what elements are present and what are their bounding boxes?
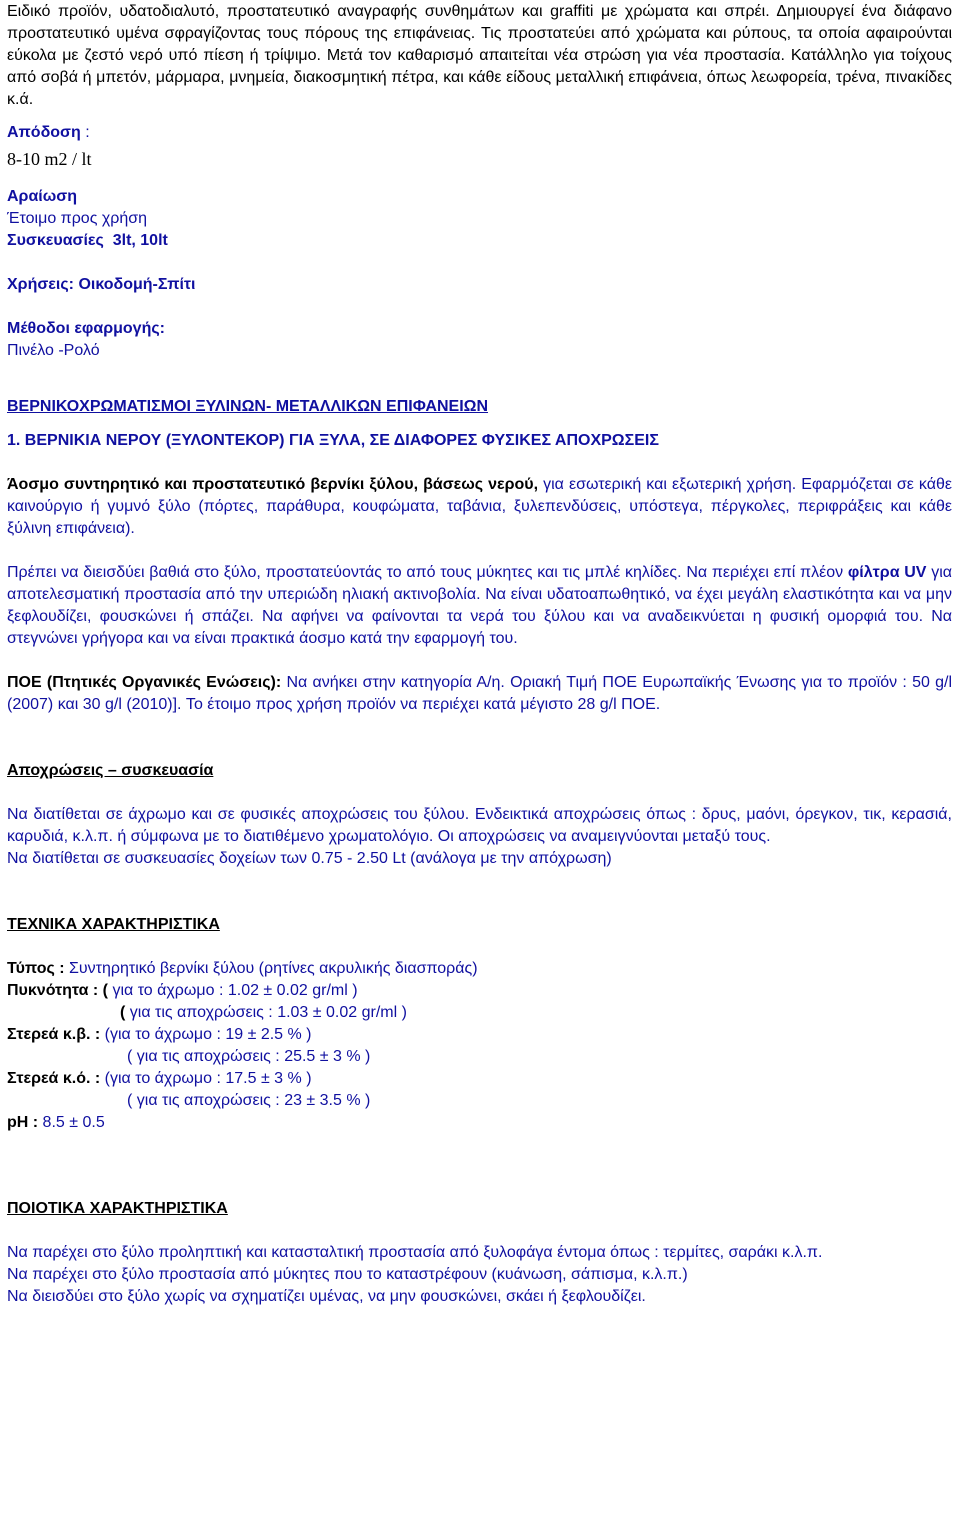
voc-paragraph: ΠΟΕ (Πτητικές Οργανικές Ενώσεις): Να ανήκει στην κατηγορία Α/η. Οριακή Τιμή ΠΟΕ Ευρωπαϊκής Ένωσης για το προϊόν : 50 g/l (2007) και 30 g/l (2010)]. Το έτοιμο προς χρήση προϊόν να περιέχει κατά μέγιστο 28 g/l ΠΟΕ. xyxy=(7,674,953,713)
technical-specs xyxy=(7,958,952,1134)
spec-solids-weight-shades: ( για τις αποχρώσεις : 25.5 ± 3 % ) xyxy=(127,1048,371,1065)
uses-line: Χρήσεις: Οικοδομή-Σπίτι xyxy=(7,276,196,293)
coverage-value: 8-10 m2 / lt xyxy=(7,149,92,169)
intro-paragraph: Ειδικό προϊόν, υδατοδιαλυτό, προστατευτικό αναγραφής συνθημάτων και graffiti με χρώματα και σπρέι. Δημιουργεί ένα διάφανο προστατευτικό υμένα σφραγίζοντας τους πόρους της επιφάνειας. Τις προστατεύει από χρώματα και ρύπους, τα οποία αφαιρούνται εύκολα με ζεστό νερό υπό πίεση ή τρίψιμο. Μετά τον καθαρισμό απαιτείται νέα στρώση για νέα προστασία. Κατάλληλο για τοίχους από σοβά ή μπετόν, μάρμαρα, μνημεία, διακοσμητική πέτρα, και κάθε είδους μεταλλική επιφάνεια, όπως λεωφορεία, τρένα, πινακίδες κ.ά. xyxy=(7,3,952,108)
methods-value: Πινέλο -Ρολό xyxy=(7,342,100,359)
quality-line: Να διεισδύει στο ξύλο χωρίς να σχηματίζει υμένας, να μην φουσκώνει, σκάει ή ξεφλουδίζει. xyxy=(7,1288,646,1305)
spec-density-shades: ( για τις αποχρώσεις : 1.03 ± 0.02 gr/ml ) xyxy=(120,1004,407,1021)
methods-label: Μέθοδοι εφαρμογής: xyxy=(7,320,165,337)
requirements-paragraph: Πρέπει να διεισδύει βαθιά στο ξύλο, προστατεύοντάς το από τους μύκητες και τις μπλέ κηλίδες. Να περιέχει επί πλέον φίλτρα UV για αποτελεσματική προστασία από την υπεριώδη ηλιακή ακτινοβολία. Να είναι υδατοαπωθητικό, να έχει μεγάλη ελαστικότητα και να μην ξεφλουδίζει, φουσκώνει ή σπάζει. Να αφήνει να φαίνονται τα νερά του ξύλου και να αναδεικνύεται η φυσική ομορφιά του. Να στεγνώνει γρήγορα και να είναι πρακτικά άοσμο κατά την εφαρμογή του. xyxy=(7,564,953,647)
section-heading: ΒΕΡΝΙΚΟΧΡΩΜΑΤΙΣΜΟΙ ΞΥΛΙΝΩΝ- ΜΕΤΑΛΛΙΚΩΝ ΕΠΙΦΑΝΕΙΩΝ xyxy=(7,398,489,415)
coverage-label: Απόδοση : xyxy=(7,124,90,141)
shades-packaging: Να διατίθεται σε συσκευασίες δοχείων των 0.75 - 2.50 Lt (ανάλογα με την απόχρωση) xyxy=(7,850,612,867)
spec-solids-volume: Στερεά κ.ό. : (για το άχρωμο : 17.5 ± 3 % ) xyxy=(7,1070,312,1087)
description-paragraph: Άοσμο συντηρητικό και προστατευτικό βερνίκι ξύλου, βάσεως νερού, για εσωτερική και εξωτερική χρήση. Εφαρμόζεται σε κάθε καινούργιο ή γυμνό ξύλο (πόρτες, παράθυρα, κουφώματα, ταβάνια, ξυλεπενδύσεις, υπόστεγα, πέργκολες, περιφράξεις και κάθε ξύλινη επιφάνεια). xyxy=(7,476,953,537)
spec-solids-volume-shades: ( για τις αποχρώσεις : 23 ± 3.5 % ) xyxy=(127,1092,371,1109)
thinning-label: Αραίωση xyxy=(7,188,77,205)
quality-heading: ΠΟΙΟΤΙΚΑ ΧΑΡΑΚΤΗΡΙΣΤΙΚΑ xyxy=(7,1200,228,1217)
quality-line: Να παρέχει στο ξύλο προστασία από μύκητες που το καταστρέφουν (κυάνωση, σάπισμα, κ.λ.π.) xyxy=(7,1266,688,1283)
spec-type: Τύπος : Συντηρητικό βερνίκι ξύλου (ρητίνες ακρυλικής διασποράς) xyxy=(7,960,478,977)
quality-list xyxy=(7,1242,952,1308)
shades-paragraph: Να διατίθεται σε άχρωμο και σε φυσικές αποχρώσεις του ξύλου. Ενδεικτικά αποχρώσεις όπως : δρυς, μαόνι, όρεγκον, τικ, κερασιά, καρυδιά, κ.λ.π. ή σύμφωνα με το διατιθέμενο χρωματολόγιο. Οι αποχρώσεις να αναμειγνύονται μεταξύ τους. xyxy=(7,806,952,845)
quality-line: Να παρέχει στο ξύλο προληπτική και κατασταλτική προστασία από ξυλοφάγα έντομα όπως : τερμίτες, σαράκι κ.λ.π. xyxy=(7,1244,823,1261)
technical-heading: ΤΕΧΝΙΚΑ ΧΑΡΑΚΤΗΡΙΣΤΙΚΑ xyxy=(7,916,220,933)
thinning-value: Έτοιμο προς χρήση xyxy=(7,210,148,227)
spec-ph: pH : 8.5 ± 0.5 xyxy=(7,1114,105,1131)
product-heading: 1. ΒΕΡΝΙΚΙΑ ΝΕΡΟΥ (ΞΥΛΟΝΤΕΚΟΡ) ΓΙΑ ΞΥΛΑ, ΣΕ ΔΙΑΦΟΡΕΣ ΦΥΣΙΚΕΣ ΑΠΟΧΡΩΣΕΙΣ xyxy=(7,432,659,449)
packaging-line: Συσκευασίες 3lt, 10lt xyxy=(7,232,168,249)
spec-density: Πυκνότητα : ( για το άχρωμο : 1.02 ± 0.02 gr/ml ) xyxy=(7,982,358,999)
shades-heading: Αποχρώσεις – συσκευασία xyxy=(7,762,214,779)
spec-solids-weight: Στερεά κ.β. : (για το άχρωμο : 19 ± 2.5 % ) xyxy=(7,1026,312,1043)
